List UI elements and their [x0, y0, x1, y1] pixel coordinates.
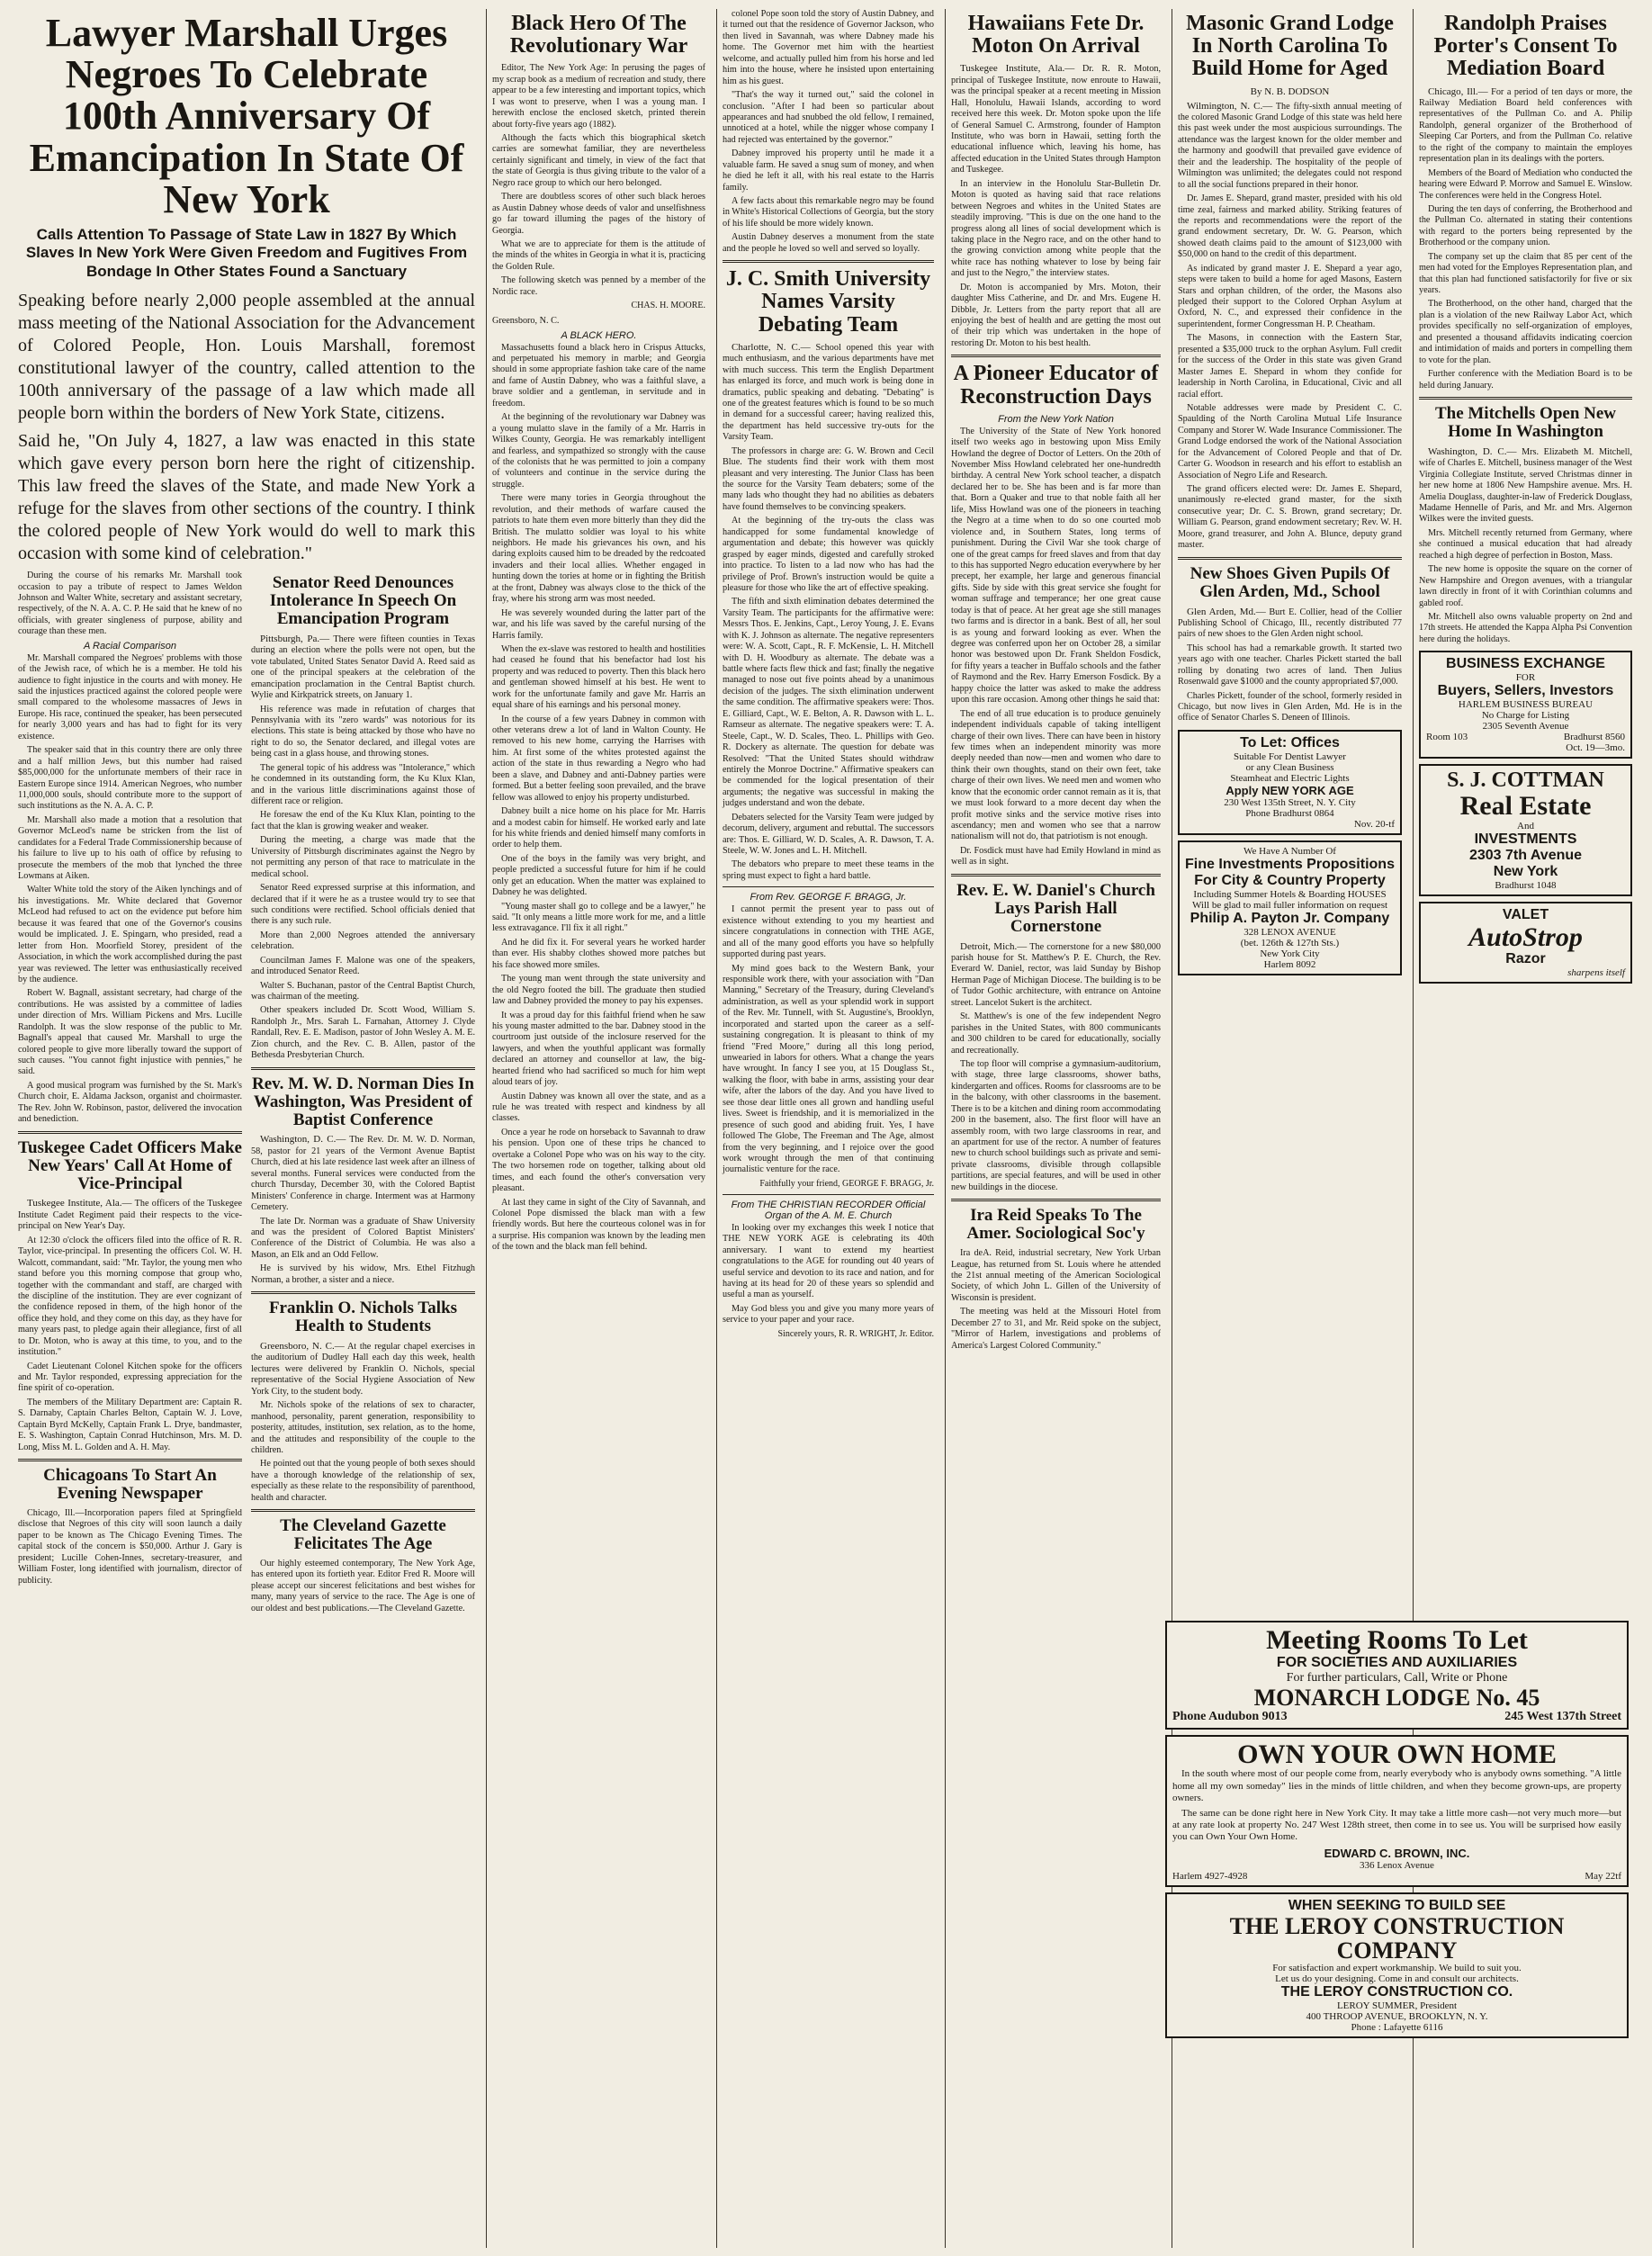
story-paragraph: Once a year he rode on horseback to Savannah to draw his pension. Upon one of these trips he chanced to overtake a Colonel Pope who was on his way to the city. The two horsemen rode on together, talking about old times, and each found the other's conversation very pleasant. — [492, 1127, 705, 1194]
story-paragraph: At the beginning of the try-outs the class was handicapped for some fundamental knowledge of argumentation and debate; this however was quickly grasped by eager minds, digested and carefully stroked into practice. To listen to a lad now who has had the privilege of Prof. Brown's instruction would be quite a pleasure for those who like the art of effective speaking. — [723, 516, 934, 593]
story-paragraph: More than 2,000 Negroes attended the anniversary celebration. — [251, 930, 475, 952]
story-paragraph: Dr. James E. Shepard, grand master, presided with his old time zeal, fairness and marked ability. Striking features of the reports and recommendations were the report of the grand endowment secretary, Dr. W. G. Pearson, which showed death claims paid to the amount of $123,000 with $50,000 on hand to the credit of this department. — [1178, 193, 1402, 260]
story-paragraph: There were fifteen counties in Texas during an election where the polls were not open, but the vote tabulated, United States Senator David A. Reed said as one of the principal speakers at the celebration of the emancipation proclamation in the Central Baptist church. Wylie and Kirkpatrick streets, on January 1. — [251, 634, 475, 701]
story-paragraph: The company set up the claim that 85 per cent of the men had voted for the Employes Representation plan, and that this plan had functioned satisfactorily for five or six years. — [1419, 251, 1632, 295]
story-paragraph: The speaker said that in this country there are only three and a half million Jews, but this number had raised $85,000,000 for the unfortunate members of their race in Eastern Europe since 1914. American Negroes, who number 11,000,000 souls, should contribute more to the support of such institutions as the N. A. A. C. P. — [18, 745, 242, 812]
ad-line: Harlem 8092 — [1263, 958, 1316, 970]
signature: CHAS. H. MOORE. — [631, 301, 705, 311]
ad-line: Including Summer Hotels & Boarding HOUSES — [1193, 888, 1387, 900]
ad-line: INVESTMENTS — [1474, 831, 1577, 847]
column-1 — [13, 9, 480, 2248]
dateline: Greensboro, N. C.— — [260, 1341, 345, 1353]
article-headline: Senator Reed Denounces Intolerance In Speech On Emancipation Program — [269, 573, 457, 628]
ad-line: sharpens itself — [1567, 967, 1625, 979]
dateline: Washington, D. C.— — [1428, 445, 1517, 457]
story-paragraph: The Masons, in connection with the Eastern Star, presented a $35,000 truck to the orphan Asylum. Full credit for the success of the Order in this state was given Grand Master James E. Shepard in whom they confide for leadership in North Carolina, in Educational, Civic and all racial effort. — [1178, 333, 1402, 400]
story-paragraph: At 12:30 o'clock the officers filed into the office of R. R. Taylor, vice-principal. In presenting the officers Col. W. H. Walcott, commandant, said: "Mr. Taylor, the young men who stand before you this morning compose that group who, together with the commandant and staff, are charged with the discipline of the institution. They are ever cognizant of the confidence reposed in them, of the high honor of the office they hold, and they come on this day, as they have for many years past, to pledge again their allegiance, first of all to Dr. Moton, who is away at this time, to you, and to the institution." — [18, 1235, 242, 1358]
main-headline: Lawyer Marshall Urges Negroes To Celebrate 100th Anniversary Of Emancipation In State Of New York — [29, 11, 464, 221]
ad-title: Real Estate — [1459, 791, 1592, 822]
story-paragraph: I cannot permit the present year to pass out of existence without extending to you my heartiest and sincere congratulations in connection with THE AGE, and all of the many good efforts you have so helpfully supported during past years. — [723, 904, 934, 960]
article-headline: Randolph Praises Porter's Consent To Mediation Board — [1433, 12, 1618, 81]
article-headline: Rev. M. W. D. Norman Dies In Washington, Was President of Baptist Conference — [251, 1074, 474, 1129]
ad-line: FOR SOCIETIES AND AUXILIARIES — [1276, 1654, 1518, 1670]
article-headline: Tuskegee Cadet Officers Make New Years' Call At Home of Vice-Principal — [18, 1137, 242, 1193]
ad-paragraph: In the south where most of our people come from, nearly everybody who is anybody owns something. "A little home all my own someday" lies in the minds of little children, and when they become grown-ups, are property owners. — [1172, 1768, 1621, 1804]
ad-line: Phone Bradhurst 0864 — [1245, 807, 1334, 819]
article-headline: New Shoes Given Pupils Of Glen Arden, Md., School — [1190, 563, 1390, 601]
story-paragraph: The end of all true education is to produce genuinely independent individuals capable of taking intelligent charge of their own lives. There can have been in history few times when an independent minority was more deeply needed than now—men and women who dare to think their own thoughts, stand on their own feet, take charge of their own lives. We need men and women who know that the economic order cannot remain as it is, that we must look forward to a more decent day when the profit motive sinks and the service motive rises into ascendancy; men and women who see that a narrow nationalism will not do, that patriotism is not enough. — [951, 708, 1161, 842]
main-story-left — [18, 571, 242, 1617]
story-paragraph: Further conference with the Mediation Board is to be held during January. — [1419, 369, 1632, 391]
letter-subhead: From THE CHRISTIAN RECORDER Official Organ of the A. M. E. Church — [731, 1199, 926, 1221]
story-paragraph: A few facts about this remarkable negro may be found in White's Historical Collections of Georgia, but the story of his life should be more widely known. — [723, 196, 934, 229]
divider — [251, 1067, 475, 1070]
divider — [951, 874, 1161, 876]
ad-line: 400 THROOP AVENUE, BROOKLYN, N. Y. — [1306, 2011, 1488, 2023]
story-paragraph: The debators who prepare to meet these teams in the spring must expect to fight a hard battle. — [723, 859, 934, 881]
ad-line: 336 Lenox Avenue — [1360, 1859, 1434, 1871]
ad-line: 2303 7th Avenue — [1468, 847, 1583, 863]
dateline: Detroit, Mich.— — [960, 940, 1028, 952]
story-paragraph: Chicago, Ill.—Incorporation papers filed at Springfield disclose that Negroes of this city will soon launch a daily paper to be known as The Chicago Evening Times. The capital stock of the concern is $50,000. Arthur J. Gary is president; Lucille Cohen-Innes, secretary-treasurer, and William Foster, long identified with journalism, director of publicity. — [18, 1507, 242, 1586]
main-story-right — [251, 571, 475, 1617]
signature: Faithfully your friend, GEORGE F. BRAGG, Jr. — [759, 1178, 934, 1189]
story-paragraph: The University of the State of New York honored itself two weeks ago in bestowing upon Miss Emily Howland the degree of Doctor of Letters. On the 20th of November Miss Howland celebrated her one-hundredth birthday. A central New York school teacher, a dispatch declared her to be. She has been and is far more than that. Born a Quaker and true to that noble faith all her life, Miss Howland was one of the pioneers in teaching the Negro at a time when to do so one courted mob violence and, in Southern States, long terms of punishment. During the Civil War she took charge of one of the great camps for freed slaves and from that day to this has supported Negro education everywhere by her precept, her example, her large and generous financial gifts. Side by side with this great service she fought for woman suffrage and temperance; her one great cause today is that of peace. At her great age she still manages two farms and is director in a bank. Best of all, her soul is as young and forward looking as ever. When the degree was conferred upon her on October 28, a similar honor was bestowed upon Dr. Frank Sheldon Fosdick, for fifty years a teacher in Buffalo schools and the father of Raymond and the Rev. Harry Emerson Fosdick. By a happy choice the latter was asked to make the address upon this rare occasion. Among other things he said that: — [951, 426, 1161, 706]
article-headline: A Pioneer Educator of Reconstruction Days — [953, 362, 1159, 409]
article-headline: Chicagoans To Start An Evening Newspaper — [43, 1466, 217, 1504]
main-story-body — [18, 571, 475, 1617]
story-paragraph: Dr. Moton is accompanied by Mrs. Moton, their daughter Miss Catherine, and Dr. and Mrs. Eugene H. Dibble, Jr. Letters from the party report that all are enjoying the best of health and are getting the most out of their trip which was undertaken in the hope of restoring Dr. Moton to his best health. — [951, 282, 1161, 348]
story-paragraph: Mrs. Elizabeth M. Mitchell, wife of Charles E. Mitchell, business manager of the West Virginia Collegiate Institute, served Christmas dinner in her new home at 1806 New Hampshire avenue. Mrs. H. Amelia Douglass, daughter-in-law of Frederick Douglass, Madame Hennelle of Paris, and Mr. and Mrs. Algernon Wilkes were the invited guests. — [1419, 446, 1633, 525]
ad-line: Oct. 19—3mo. — [1566, 742, 1625, 754]
article-headline: Rev. E. W. Daniel's Church Lays Parish Hall Cornerstone — [956, 880, 1155, 936]
story-paragraph: The young man went through the state university and the old Negro footed the bill. The graduate then studied law and Dabney provided the money to pay his expenses. — [492, 974, 705, 1007]
story-paragraph: A good musical program was furnished by the St. Mark's Church choir, E. Aldama Jackson, organist and choirmaster. The Rev. John W. Robinson, pastor, delivered the invocation and benediction. — [18, 1080, 242, 1125]
story-paragraph: School opened this year with much enthusiasm, and the various departments have met with much success. This term the English Department has enlarged its force, and much work is being done in dramatics, public speaking and debating. "Debating" is one of the greatest features which is found to be so much in demand for a successful career; having realized this, the department has held successive try-outs for the Varsity Team. — [723, 342, 935, 443]
story-paragraph: At last they came in sight of the City of Savannah, and Colonel Pope dismissed the black man with a few friendly words. But here the courteous colonel was in for a surprise. His companion was known by the leading men of the town and the black man fell behind. — [492, 1197, 705, 1253]
story-paragraph: The officers of the Tuskegee Institute Cadet Regiment paid their respects to the vice-principal on New Year's Day. — [18, 1199, 242, 1232]
story-paragraph: The late Dr. Norman was a graduate of Shaw University and was the president of Colored Baptist Ministers' Conference of the District of Columbia. He was also a Mason, an Elk and an Odd Fellow. — [251, 1216, 475, 1260]
story-paragraph: Robert W. Bagnall, assistant secretary, had charge of the contributions. He was assisted by a committee of ladies under direction of Mrs. William Pickens and Mrs. Lucille Randolph. It was the slow response of the public to Mr. Bagnall's appeal that caused Mr. Marshall to urge the colored people to give more liberally toward the support of such causes. "You cannot fight injustice with pennies," he said. — [18, 988, 242, 1077]
dateline: Tuskegee Institute, Ala.— — [960, 63, 1075, 75]
story-paragraph: Dr. R. R. Moton, principal of Tuskegee Institute, now enroute to Hawaii, was the principal speaker at a recent meeting in Mission Hall, Honolulu, Hawaii Islands, according to word received here this week. Dr. Moton spoke upon the life of General Samuel C. Armstrong, founder of Hampton Institute, who was born in Hawaii, setting forth the educational influence which, leaving his home, has affected education in the United States through Hampton and Tuskegee. — [951, 64, 1162, 175]
ad-title: AutoStrop — [1468, 921, 1583, 952]
ad-line: 328 LENOX AVENUE — [1243, 926, 1336, 938]
story-paragraph: Dabney built a nice home on his place for Mr. Harris and a modest cabin for himself. He worked early and late for his white friends and denied himself many comforts in order to help them. — [492, 806, 705, 850]
dateline: Wilmington, N. C.— — [1187, 100, 1273, 112]
ad-line: Apply NEW YORK AGE — [1226, 783, 1354, 797]
ad-line: And — [1517, 820, 1534, 831]
story-paragraph: Dabney improved his property until he made it a valuable farm. He saved a snug sum of money, and when he died he left it all, with his real estate to the Harris family. — [723, 148, 934, 193]
story-paragraph: Austin Dabney was known all over the state, and as a rule he was treated with respect and kindness by all classes. — [492, 1091, 705, 1124]
ad-cottman-real-estate — [1419, 764, 1632, 896]
ad-title: Meeting Rooms To Let — [1266, 1625, 1528, 1655]
dateline: Glen Arden, Md.— — [1187, 606, 1266, 617]
story-paragraph: Burt E. Collier, head of the Collier Publishing School of Chicago, Ill., recently distributed 77 pairs of new shoes to the Glen Arden night school. — [1178, 607, 1402, 640]
story-paragraph: The Brotherhood, on the other hand, charged that the plan is a violation of the new Railway Labor Act, which provides specifically no self-organization of employes, and presented a thousand affidavits indicating coercion and intimidation of maids and porters in compelling them to vote for the plan. — [1419, 299, 1632, 365]
article-headline: Hawaiians Fete Dr. Moton On Arrival — [967, 12, 1145, 58]
ad-autostrop-razor — [1419, 902, 1632, 984]
ad-investments — [1178, 840, 1402, 975]
ad-row — [1172, 1710, 1621, 1724]
ad-line: 245 West 137th Street — [1504, 1709, 1621, 1723]
story-paragraph: Mr. Nichols spoke of the relations of sex to character, manhood, personality, parent generation, responsibility to posterity, attitudes, institution, sex relation, as to the home, and the attitudes and responsibility of the couple to the children. — [251, 1400, 475, 1455]
story-paragraph: Mr. Marshall compared the Negroes' problems with those of the Jewish race, of which he is a member. He told his audience to fight injustice in the courts and with money. He said the injustices practiced against the colored people were small compared to the wholesome massacres of Jews in Europe. His race, continued the speaker, has been persecuted for nearly 3,000 years and has had to fight for its very existence. — [18, 652, 242, 742]
story-paragraph: Walter S. Buchanan, pastor of the Central Baptist Church, was chairman of the meeting. — [251, 980, 475, 1002]
story-paragraph: Walter White told the story of the Aiken lynchings and of his investigations. Mr. White declared that Governor McLeod had refused to act on the evidence put before him because it was feared that one of the Governor's cousins would be implicated. J. E. Spingarn, who presided, read a letter from Hon. Moorfield Storey, president of the Association, in which the work accomplished during the past year was reviewed. The letter was enthusiastically received by the audience. — [18, 885, 242, 984]
dateline: Pittsburgh, Pa.— — [260, 633, 330, 644]
ad-line: (bet. 126th & 127th Sts.) — [1240, 937, 1340, 948]
story-paragraph: Although the facts which this biographical sketch carries are somewhat familiar, they are nevertheless certainly significant and timely, in view of the fact that the state of Georgia is thus giving tribute to the valor of a Negro race group to which our hero belonged. — [492, 133, 705, 188]
story-paragraph: St. Matthew's is one of the few independent Negro parishes in the United States, with 800 communicants and 300 children to be cared for educationally, socially and recreationally. — [951, 1011, 1161, 1056]
story-paragraph: What we are to appreciate for them is the attitude of the minds of the whites in Georgia in what it is, practicing the Golden Rule. — [492, 238, 705, 272]
story-paragraph: There are doubtless scores of other such black heroes as Austin Dabney whose deeds of valor and unselfishness go far toward illuming the pages of the history of Georgia. — [492, 192, 705, 236]
story-paragraph: There were many tories in Georgia throughout the revolution, and their methods of warfare caused the patriots to hate them even more bitterly than they did the British. The mulatto soldier was loyal to his white neighbors. He made his grievances his own, and his daring exploits caused him to be dreaded by the redcoated invaders and their local allies. Whether engaged in hunting down the tories at home or in fighting the British at the front, Dabney was always close to the thick of the fray, where his strong arm was most needed. — [492, 493, 705, 605]
story-paragraph: Austin Dabney deserves a monument from the state and the people he loved so well and served so loyally. — [723, 232, 934, 254]
story-paragraph: May God bless you and give you many more years of service to your paper and your race. — [723, 1303, 934, 1326]
article-headline: Black Hero Of The Revolutionary War — [509, 12, 688, 58]
story-paragraph: In an interview in the Honolulu Star-Bulletin Dr. Moton is quoted as having said that race relations between Negroes and whites in the United States are steadily improving. "This is due on the one hand to the progress along all lines of social development which is taking place in the Negro race, and on the other hand to the growing conviction among white people that the white race has nothing whatever to lose by being fair and just to the Negro," the interview states. — [951, 178, 1161, 279]
story-paragraph: Charles Pickett, founder of the school, formerly resided in Chicago, but now lives in Glen Arden, Md. He is in the office of Senator Charles S. Deneen of Illinois. — [1178, 690, 1402, 724]
ad-line: New York City — [1260, 948, 1320, 959]
story-paragraph: Ira deA. Reid, industrial secretary, New York Urban League, has returned from St. Louis where he attended the 21st annual meeting of the American Sociological Society, of which John L. Gillen of the University of Wisconsin is president. — [951, 1248, 1161, 1303]
story-paragraph: He foresaw the end of the Ku Klux Klan, pointing to the fact that the klan is growing weaker and weaker. — [251, 810, 475, 831]
ad-line: LEROY SUMMER, President — [1336, 2000, 1458, 2012]
article-headline: The Cleveland Gazette Felicitates The Age — [280, 1516, 446, 1554]
story-paragraph: The members of the Military Department are: Captain R. S. Darnaby, Captain Charles Belton, Captain W. J. Love, Captain Byrd McKelly, Captain Frank L. Drye, bandmaster, E. S. Washington, Captain Conrad Hutchinson, Mrs. M. D. Long, Miss M. L. Golden and A. H. May. — [18, 1397, 242, 1452]
ad-line: New York — [1493, 863, 1558, 879]
story-paragraph: Debaters selected for the Varsity Team were judged by decorum, delivery, argument and rebuttal. The successors are: Thos. E. Gilliard, W. D. Scales, A. R. Dawson, T. A. Steele, W. W. Jones and L. H. Mitchell. — [723, 812, 934, 856]
story-paragraph: Editor, The New York Age: In perusing the pages of my scrap book as a medium of recreation and study, there appear to be a few interesting and important topics, which I was wont to preserve, when I was a young man. I herewith enclose the enclosed sketch, printed therein about forty-five years ago (1882). — [492, 63, 705, 130]
ad-company: THE LEROY CONSTRUCTION CO. — [1280, 1984, 1513, 2000]
story-paragraph: The fifth and sixth elimination debates determined the Varsity Team. The participants for the affirmative were: Messrs Thos. E. Jenkins, Capt., Leroy Young, J. E. Evans with K. J. Johnson as alternate. The negative representers were: W. A. Scott, Capt., R. F. McKensie, L. H. Mitchell with D. H. Woodbury as alternate. The debate was a battle where facts flew thick and fast; finally the negative managed to nose out five points ahead by a unanimous decision of the judges. The sixth elimination underwent the same condition. The affirmative speakers were: Thos. E. Gilliard, Capt., W. E. Belton, A. R. Dawson with L. L. Ramseur as alternate. The negative speakers were: T. A. Steele, Capt., W. D. Scales, Theo. L. Phillips with Geo. R. Dockery as alternate. The question for debate was Resolved: "That the United States should withdraw entirely the Monroe Doctrine." Affirmative speakers can be commended for the logical presentation of their arguments; the negative was successful in making the judges understand and won the debate. — [723, 597, 934, 809]
ad-line: WHEN SEEKING TO BUILD SEE — [1288, 1897, 1506, 1913]
story-paragraph: One of the boys in the family was very bright, and people predicted a successful future for him if he could only get an education. When the matter was explained to Dabney he was delighted. — [492, 853, 705, 898]
story-paragraph: During the ten days of conferring, the Brotherhood and the Pullman Co. alternated in stating their contentions with regard to the porters being represented by the Brotherhood or the company union. — [1419, 203, 1632, 248]
story-paragraph: At the regular chapel exercises in the auditorium of Dudley Hall each day this week, health lectures were delivered by Franklin O. Nichols, special representative of the Social Hygiene Association of New York City, to the student body. — [251, 1342, 475, 1397]
ad-line: HARLEM BUSINESS BUREAU — [1458, 699, 1594, 711]
story-paragraph: "That's the way it turned out," said the colonel in conclusion. "After I had been so particular about appearances and had snubbed the old fellow, I remained, unnoticed at a hotel, while the nigger whose company I had rejected was entertained by the governor." — [723, 90, 934, 145]
column-2 — [486, 9, 711, 2248]
main-deck: Calls Attention To Passage of State Law in 1827 By Which Slaves In New York Were Given Freedom and Fugitives From Bondage In Other States Found a Sanctuary — [25, 225, 468, 280]
ad-line: Bradhurst 8560 — [1563, 732, 1625, 743]
ad-business-exchange — [1419, 651, 1632, 759]
letter-subhead: From Rev. GEORGE F. BRAGG, Jr. — [750, 892, 907, 903]
story-paragraph: When the ex-slave was restored to health and hostilities had ceased he found that his benefactor had lost his property and was reduced to poverty. Then this black hero and gentleman showed himself at his best. He went to work for the unfortunate family and gave Mr. Harris an equal share of his earnings and his personal money. — [492, 643, 705, 711]
divider — [723, 886, 934, 887]
story-paragraph: Mrs. Mitchell recently returned from Germany, where she continued a musical education that had already reached a high degree of perfection in Boston, Mass. — [1419, 527, 1632, 561]
ad-line: 230 West 135th Street, N. Y. City — [1224, 796, 1356, 808]
story-paragraph: In the course of a few years Dabney in common with other veterans drew a lot of land in Walton County. He removed to his new home, carrying the Harrises with him. At first some of the whites protested against the action of the state in thus rewarding a Negro who had been a slave, and Dabney and anti-Dabney parties were formed. But a better feeling soon prevailed, and the brave fellow was allowed to enjoy his property undisturbed. — [492, 714, 705, 803]
dateline: Chicago, Ill.— — [1428, 85, 1488, 97]
story-paragraph: Councilman James F. Malone was one of the speakers, and introduced Senator Reed. — [251, 955, 475, 977]
divider — [18, 1459, 242, 1461]
story-paragraph: In looking over my exchanges this week I notice that THE NEW YORK AGE is celebrating its 40th anniversary. I want to extend my heartiest congratulations to the AGE for rounding out 40 years of useful service and devotion to its race and nation, and for having at its head for 20 of these years so splendid and useful a man as yourself. — [723, 1222, 934, 1300]
ad-line: Suitable For Dentist Lawyer — [1234, 751, 1346, 762]
story-paragraph: The top floor will comprise a gymnasium-auditorium, with stage, three large classrooms, shower baths, kindergarten and offices. Rooms for classrooms are to be in the balcony, with other classrooms in the basement. There is to be a kitchen and dining room accommodating 200 in the basement, also. The first floor will have an assembly room, with two large classrooms in rear, and an apartment for use of the rector. A number of features new to church school buildings such as private and semi-private classrooms, divisible through collapsible partitions, are special features, and will be used in other new buildings in the diocese. — [951, 1058, 1161, 1192]
story-paragraph: The cornerstone for a new $80,000 parish house for St. Matthew's P. E. Church, the Rev. Everard W. Daniel, rector, was laid Sunday by Bishop Herman Page of Michigan Diocese. The building is to be of Tudor Gothic architecture, with entrance on Antoine street. Lancelot Sukert is the architect. — [951, 941, 1161, 1008]
article-headline: Ira Reid Speaks To The Amer. Sociological Soc'y — [966, 1206, 1145, 1244]
story-paragraph: Members of the Board of Mediation who conducted the hearing were Edward P. Morrow and Samuel E. Winslow. The conferences were held in the Congress Hotel. — [1419, 167, 1632, 201]
ad-company: EDWARD C. BROWN, INC. — [1324, 1846, 1470, 1860]
ad-line: For satisfaction and expert workmanship. We build to suit you. — [1272, 1963, 1522, 1974]
article-headline: The Mitchells Open New Home In Washington — [1434, 403, 1617, 441]
story-paragraph: Notable addresses were made by President C. C. Spaulding of the North Carolina Mutual Life Insurance Company and Storer W. Wade Insurance Commissioner. The Grand Lodge endorsed the work of the National Association for the Advancement of Colored People and that of Dr. Carter G. Woodson in research and his effort to establish an Association of Negro Life and Research. — [1178, 402, 1402, 481]
ad-line: May 22tf — [1585, 1870, 1621, 1882]
divider — [951, 1199, 1161, 1201]
ad-leroy-construction — [1165, 1892, 1629, 2039]
story-paragraph: Mr. Marshall also made a motion that a resolution that Governor McLeod's name be stricken from the list of candidates for a Federal Trade Commissionership because of his failure to live up to his oath of office by refusing to prosecute the members of the mob that lynched the three Lowmans at Aiken. — [18, 814, 242, 882]
ad-title: THE LEROY CONSTRUCTION COMPANY — [1229, 1912, 1565, 1964]
ad-line: Steamheat and Electric Lights — [1230, 772, 1350, 784]
ad-line: We Have A Number Of — [1243, 845, 1336, 857]
story-paragraph: As indicated by grand master J. E. Shepard a year ago, steps were taken to build a home for aged Masons, Eastern Stars and orphan children, of the order, the Masons also pledged their support to the Colored Orphan Asylum at Oxford, N. C., and expressed their confidence in the superintendent, former Congressman H. P. Cheatham. — [1178, 263, 1402, 329]
story-paragraph: For a period of ten days or more, the Railway Mediation Board held conferences with representatives of the Pullman Co. and A. Philip Randolph, general organizer of the Brotherhood of Sleeping Car Porters, and from the Pullman Co. relative to the right of the company to maintain the employes representation plan in its dealings with the porters. — [1419, 86, 1633, 165]
article-headline: Masonic Grand Lodge In North Carolina To Build Home for Aged — [1186, 12, 1394, 81]
divider — [251, 1509, 475, 1512]
source-line: From the New York Nation — [998, 413, 1114, 425]
story-paragraph: This school has had a remarkable growth. It started two years ago with one teacher. Charles Pickett started the ball rolling by donating two acres of land. Then Julius Rosenwald gave $1000 and the county appropriated $7,000. — [1178, 643, 1402, 688]
ad-company: S. J. COTTMAN — [1447, 768, 1604, 793]
story-paragraph: Senator Reed expressed surprise at this information, and declared that if it were he as a trustee would try to see that such conditions were rectified. School officials denied that there is any such rule. — [251, 883, 475, 927]
ad-line: For further particulars, Call, Write or Phone — [1286, 1670, 1508, 1685]
article-headline: J. C. Smith University Names Varsity Debating Team — [725, 267, 931, 337]
ad-paragraph: The same can be done right here in New York City. It may take a little more cash—not very much more—but at any rate look at property No. 247 West 128th street, then come in to see us. You will be surprised how easily you can Own Your Own Home. — [1172, 1807, 1621, 1843]
story-paragraph: My mind goes back to the Western Bank, your responsible work there, with your association with "Dan Manning," Secretary of the Treasury, during Cleveland's administration, as well as your splendid work in support of the Rev. Mr. Tunnell, with St. Augustine's, Brooklyn, incorporated and started upon the career as a self-sustaining congregation. It is pleasant to think of my friend "Fred Moore," during all this long period, unwearied in labors for others. What a change the years have wrought. In fancy I see you, at 15 Douglass St., walking the floor, with babe in arms, assisting your dear wife, after the labors of the day. And you have lived to see those dear little ones all grown and handling useful lives. Sweet is friendship, and it is memorialized in the presence of such good and abiding fruit. Yes, I have followed The Globe, The Freeman and The Age, almost from the very beginning, and I rejoice over the good work wrought through the men of that continuing journalistic venture for the race. — [723, 963, 934, 1175]
column-3 — [716, 9, 939, 2248]
story-paragraph: colonel Pope soon told the story of Austin Dabney, and it turned out that the residence of Governor Jackson, who then lived in Savannah, was where Dabney made his home. The Governor met him with the heartiest welcome, and actually pulled him from his horse and led him into the house, where he insisted upon entertaining him as his guest. — [723, 9, 934, 86]
story-paragraph: His reference was made in refutation of charges that Pennsylvania with its "zero wards" was notorious for its elections. This state is being attacked by those who have no right to do so, the Senator declared, and illegal votes are being cast in a glass house, and throwing stones. — [251, 704, 475, 759]
ad-line: Harlem 4927-4928 — [1172, 1870, 1248, 1882]
story-paragraph: Massachusetts found a black hero in Crispus Attucks, and perpetuated his memory in marble; and Georgia should in some appropriate fashion take care of the name and fame of Austin Dabney, who was a faithful slave, a brave soldier and a gentleman, in servitude and in freedom. — [492, 342, 705, 409]
story-paragraph: Our highly esteemed contemporary, The New York Age, has entered upon its fortieth year. Editor Fred R. Moore will please accept our sincerest felicitations and best wishes for many, many years of service to the race. The Age is one of our oldest and best publications.—The Cleveland Gazette. — [251, 1559, 475, 1613]
story-paragraph: He is survived by his widow, Mrs. Ethel Fitzhugh Norman, a brother, a sister and a niece. — [251, 1263, 475, 1285]
dateline: Charlotte, N. C.— — [732, 341, 811, 353]
divider — [951, 355, 1161, 357]
ad-line: No Charge for Listing — [1481, 710, 1570, 722]
story-subhead: A BLACK HERO. — [561, 329, 637, 341]
byline: By N. B. DODSON — [1250, 85, 1330, 97]
story-paragraph: The following sketch was penned by a member of the Nordic race. — [492, 275, 705, 297]
story-paragraph: The Rev. Dr. M. W. D. Norman, 58, pastor for 21 years of the Vermont Avenue Baptist Church, died at his late residence last week after an illness of several months. Funeral services were conducted from the church Thursday, December 30, with the Colored Baptist Ministers' Conference in charge. Interment was at Harmony Cemetery. — [251, 1135, 475, 1213]
ad-line: or any Clean Business — [1245, 761, 1334, 773]
ad-offices-to-let — [1178, 730, 1402, 835]
ad-line: Will be glad to mail fuller information on request — [1191, 899, 1388, 911]
story-paragraph: "Young master shall go to college and be a lawyer," he said. "It only means a little more work for me, and a little less extravagance. I'll fix it all right." — [492, 901, 705, 934]
story-paragraph: Other speakers included Dr. Scott Wood, William S. Randolph Jr., Mrs. Sarah L. Farnahan, Attorney J. Clyde Randall, Rev. E. E. Madison, pastor of John Wesley A. M. E. Zion church, and the Rev. C. B. Allen, pastor of the Bethesda Presbyterian Church. — [251, 1005, 475, 1061]
divider — [251, 1291, 475, 1294]
lead-paragraph: Speaking before nearly 2,000 people assembled at the annual mass meeting of the National Association for the Advancement of Colored People, Hon. Louis Marshall, foremost constitutional lawyer of the country, called attention to the 100th anniversary of the passage of a law which made all people born within the borders of New York State, citizens. — [18, 291, 475, 424]
story-paragraph: Dr. Fosdick must have had Emily Howland in mind as well as in sight. — [951, 845, 1161, 867]
ad-company: MONARCH LODGE No. 45 — [1253, 1684, 1540, 1711]
ad-line: Phone : Lafayette 6116 — [1351, 2022, 1443, 2034]
story-paragraph: He pointed out that the young people of both sexes should have a thorough knowledge of the relationship of sex, especially as these relate to the responsibility of parenthood, health and character. — [251, 1459, 475, 1503]
story-paragraph: During the course of his remarks Mr. Marshall took occasion to pay a tribute of respect to James Weldon Johnson and Walter White, secretary and assistant secretary, respectively, of the N. A. A. C. P. He said that he knew of no officials, with greater singleness of purpose, ability and courage than these men. — [18, 571, 242, 637]
place-line: Greensboro, N. C. — [492, 316, 560, 327]
story-paragraph: And he did fix it. For several years he worked harder than ever. His shabby clothes showed more patches but his face showed more smiles. — [492, 937, 705, 970]
story-paragraph: The meeting was held at the Missouri Hotel from December 27 to 31, and Mr. Reid spoke on the subject, "Mirror of Harlem, investigations and problems of America's Largest Colored Community." — [951, 1307, 1161, 1351]
ad-line: Buyers, Sellers, Investors — [1437, 683, 1614, 699]
ad-line: FOR — [1515, 672, 1536, 684]
ad-title: To Let: Offices — [1240, 734, 1340, 751]
story-paragraph: The new home is opposite the square on the corner of New Hampshire and Oregon avenues, with a triangular lawn directly in front of it with Corinthian columns and gabled roof. — [1419, 564, 1632, 608]
divider — [723, 1194, 934, 1195]
story-paragraph: He was severely wounded during the latter part of the war, and his life was saved by the careful nursing of the Harris family. — [492, 607, 705, 641]
ad-title: OWN YOUR OWN HOME — [1237, 1739, 1557, 1769]
column-4 — [945, 9, 1166, 2248]
bottom-ads — [1165, 1615, 1629, 2044]
divider — [723, 260, 934, 263]
story-subhead: A Racial Comparison — [84, 640, 176, 652]
divider — [1419, 397, 1632, 400]
story-paragraph: Mr. Mitchell also owns valuable property on 2nd and 17th streets. He attended the Kappa Alpha Psi Convention here during the holidays. — [1419, 611, 1632, 644]
story-paragraph: During the meeting, a charge was made that the University of Pittsburgh discriminates against the Negro by not permitting any person of that race to matriculate in the medical school. — [251, 835, 475, 879]
ad-line: VALET — [1502, 906, 1549, 922]
story-paragraph: The general topic of his address was "Intolerance," which he condemned in its outstanding form, the Ku Klux Klan, and in the various little discriminations against those of different race or religion. — [251, 762, 475, 807]
signature: Sincerely yours, R. R. WRIGHT, Jr. Editor. — [777, 1328, 934, 1339]
ad-line: Razor — [1505, 951, 1546, 967]
lead-quote: Said he, "On July 4, 1827, a law was enacted in this state which gave every person born here the right of citizenship. This law freed the slaves of the State, and made New York a refuge for the slaves from other sections of the country. I think the colored people of New York would do well to mark this occasion with some kind of celebration." — [18, 431, 475, 564]
divider — [18, 1131, 242, 1134]
ad-row — [1426, 732, 1625, 742]
story-paragraph: The grand officers elected were: Dr. James E. Shepard, unanimously re-elected grand master, for the sixth consecutive year; Dr. C. S. Brown, grand secretary; Dr. William G. Pearson, grand endowment secretary; Rev. W. H. Moore, grand treasurer, and John A. Blunce, deputy grand master. — [1178, 484, 1402, 551]
ad-company: Philip A. Payton Jr. Company — [1190, 910, 1390, 926]
ad-title: Fine Investments Propositions For City & Country Property — [1185, 856, 1395, 888]
ad-line: Phone Audubon 9013 — [1172, 1709, 1288, 1723]
ad-line: 2305 Seventh Avenue — [1482, 721, 1569, 733]
divider — [1178, 557, 1402, 560]
story-paragraph: Cadet Lieutenant Colonel Kitchen spoke for the officers and Mr. Taylor responded, expressing appreciation for the fine spirit of co-operation. — [18, 1361, 242, 1394]
ad-own-your-home — [1165, 1735, 1629, 1887]
story-paragraph: At the beginning of the revolutionary war Dabney was a young mulatto slave in the family of a Mr. Harris in Wilkes County, Georgia. He was remarkably intelligent and fearless, and sympathized so strongly with the cause of the colonists that he was permitted to join a company of volunteers and continue in the service during the struggle. — [492, 412, 705, 490]
ad-line: Room 103 — [1426, 732, 1468, 743]
dateline: Washington, D. C.— — [260, 1134, 346, 1146]
ad-title: BUSINESS EXCHANGE — [1446, 656, 1605, 672]
ad-line: Let us do your designing. Come in and consult our architects. — [1275, 1973, 1519, 1985]
ad-line: Bradhurst 1048 — [1495, 879, 1557, 891]
story-paragraph: The professors in charge are: G. W. Brown and Cecil Blue. The students find their work with them most pleasant and very interesting. The Junior Class has been the source for the Varsity Team debaters; some of the many lads who thought they had no abilities as debaters have found themselves to be convincing speakers. — [723, 445, 934, 512]
article-headline: Franklin O. Nichols Talks Health to Students — [268, 1299, 458, 1336]
ad-line: Nov. 20-tf — [1353, 818, 1395, 830]
ad-row — [1172, 1871, 1621, 1882]
ad-meeting-rooms — [1165, 1621, 1629, 1730]
story-paragraph: It was a proud day for this faithful friend when he saw his young master admitted to the bar. Dabney stood in the courtroom just outside of the inclosure reserved for the lawyers, and when the youthful applicant was formally declared an attorney and counsellor at law, the big-hearted friend who had sacrificed so much for him wept aloud tears of joy. — [492, 1010, 705, 1088]
dateline: Tuskegee Institute, Ala.— — [27, 1198, 132, 1209]
story-paragraph: The fifty-sixth annual meeting of the colored Masonic Grand Lodge of this state was held here this past week under the most auspicious surroundings. The attendance was the largest known for the older member and the harmony and goodwill that prevailed gave evidence of their and the leadership. The hospitality of the people of Wilmington was unlimited; the delegates could not respond to all the social functions prepared in their honor. — [1178, 101, 1402, 190]
